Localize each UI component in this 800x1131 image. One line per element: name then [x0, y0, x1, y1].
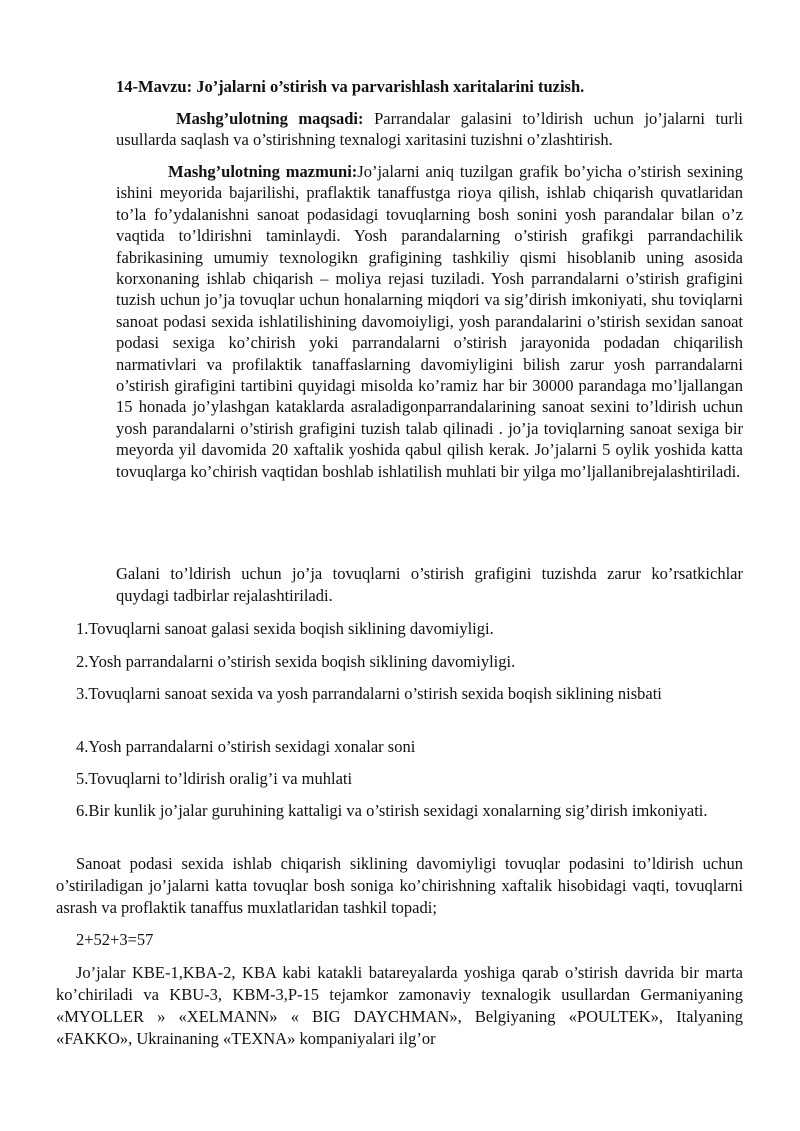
- intro-paragraph: Galani to’ldirish uchun jo’ja tovuqlarni o’stirish grafigini tuzishda zarur ko’rsatkichlar quydagi tadbirlar rejalashtiriladi.: [116, 564, 743, 605]
- topic-title: 14-Mavzu: Jo’jalarni o’stirish va parvarishlash xaritalarini tuzish.: [116, 77, 585, 96]
- list-item: 3.Tovuqlarni sanoat sexida va yosh parrandalarni o’stirish sexida boqish siklining nisbati: [76, 684, 662, 703]
- formula: 2+52+3=57: [76, 930, 154, 949]
- list-item: 4.Yosh parrandalarni o’stirish sexidagi xonalar soni: [76, 737, 416, 756]
- content-label: Mashg’ulotning mazmuni:: [168, 162, 358, 181]
- batteries-paragraph: Jo’jalar KBE-1,KBA-2, KBA kabi katakli batareyalarda yoshiga qarab o’stirish davrida bir marta ko’chiriladi va KBU-3, KBM-3,P-15 tejamkor zamonaviy texnalogik usullardan Germaniyaning «MYOLLER » «XELMANN» « BIG DAYCHMAN», Belgiyaning «POULTEK», Italyaning «FAKKO», Ukrainaning «TEXNA» kompaniyalari ilg’or: [56, 963, 743, 1048]
- content-text: Jo’jalarni aniq tuzilgan grafik bo’yicha o’stirish sexining ishini meyorida bajarilishi, praflaktik tanaffustga rioya qilish, ishlab chiqarish quvatlaridan to’la fo’ydalanishni sanoat podasidagi tovuqlarning bosh sonini yosh parandalar bilan o’z vaqtida to’ldirishni taminlaydi. Yosh parandalarning o’stirish grafikgi parrandachilik fabrikasining umumiy texnologikn grafigining tashkiliy qismi hisoblanib uning asosida korxonaning ishlab chiqarish – moliya rejasi tuziladi. Yosh parrandalarni o’stirish grafigini tuzish uchun jo’ja tovuqlar uchun honalarning miqdori va sig’dirish imkoniyati, shu toviqlarni sanoat podasi sexida ishlatilishining davomoiyligi, yosh parandalarini o’stirish sexidan sanoat podasi sexiga ko’chirish yoki parrandalarni o’stirish jarayonida podadan chiqarilish narmativlari va profilaktik tanaffaslarning davomiyligini bilish zarur yosh parrandalarni o’stirish girafigini tartibini quyidagi misolda ko’ramiz har bir 30000 parandaga mo’ljallangan 15 honada jo’ylashgan kataklarda asraladigonparrandalarining sanoat sexini to’ldirish uchun yosh parandalarni o’stirish grafigini tuzish talab qilinadi . jo’ja toviqlarning sanoat sexiga bir meyorda yil davomida 20 xaftalik yoshida qabul qilish kerak. Jo’jalarni 5 oylik yoshida katta tovuqlarga ko’chirish vaqtidan boshlab ishlatilish muhlati bir yilga mo’ljallanibrejalashtiriladi.: [116, 162, 743, 481]
- content-paragraph: [116, 161, 743, 482]
- list-item: 2.Yosh parrandalarni o’stirish sexida boqish siklining davomiyligi.: [76, 652, 516, 671]
- cycle-paragraph: Sanoat podasi sexida ishlab chiqarish siklining davomiyligi tovuqlar podasini to’ldirish uchun o’stiriladigan jo’jalarni katta tovuqlar bosh soniga ko’chirishning xaftalik hisobidagi vaqti, tovuqlarni asrash va proflaktik tanaffus muxlatlaridan tashkil topadi;: [56, 854, 743, 917]
- list-item: 5.Tovuqlarni to’ldirish oralig’i va muhlati: [76, 769, 353, 788]
- list-item: 6.Bir kunlik jo’jalar guruhining kattaligi va o’stirish sexidagi xonalarning sig’dirish imkoniyati.: [76, 801, 708, 820]
- list-item: 1.Tovuqlarni sanoat galasi sexida boqish siklining davomiyligi.: [76, 619, 494, 638]
- goal-paragraph: [116, 108, 743, 151]
- goal-text: Parrandalar galasini to’ldirish uchun jo’jalarni turli usullarda saqlash va o’stirishning texnalogi xaritasini tuzishni o’zlashtirish.: [116, 109, 743, 150]
- goal-label: Mashg’ulotning maqsadi:: [176, 109, 364, 128]
